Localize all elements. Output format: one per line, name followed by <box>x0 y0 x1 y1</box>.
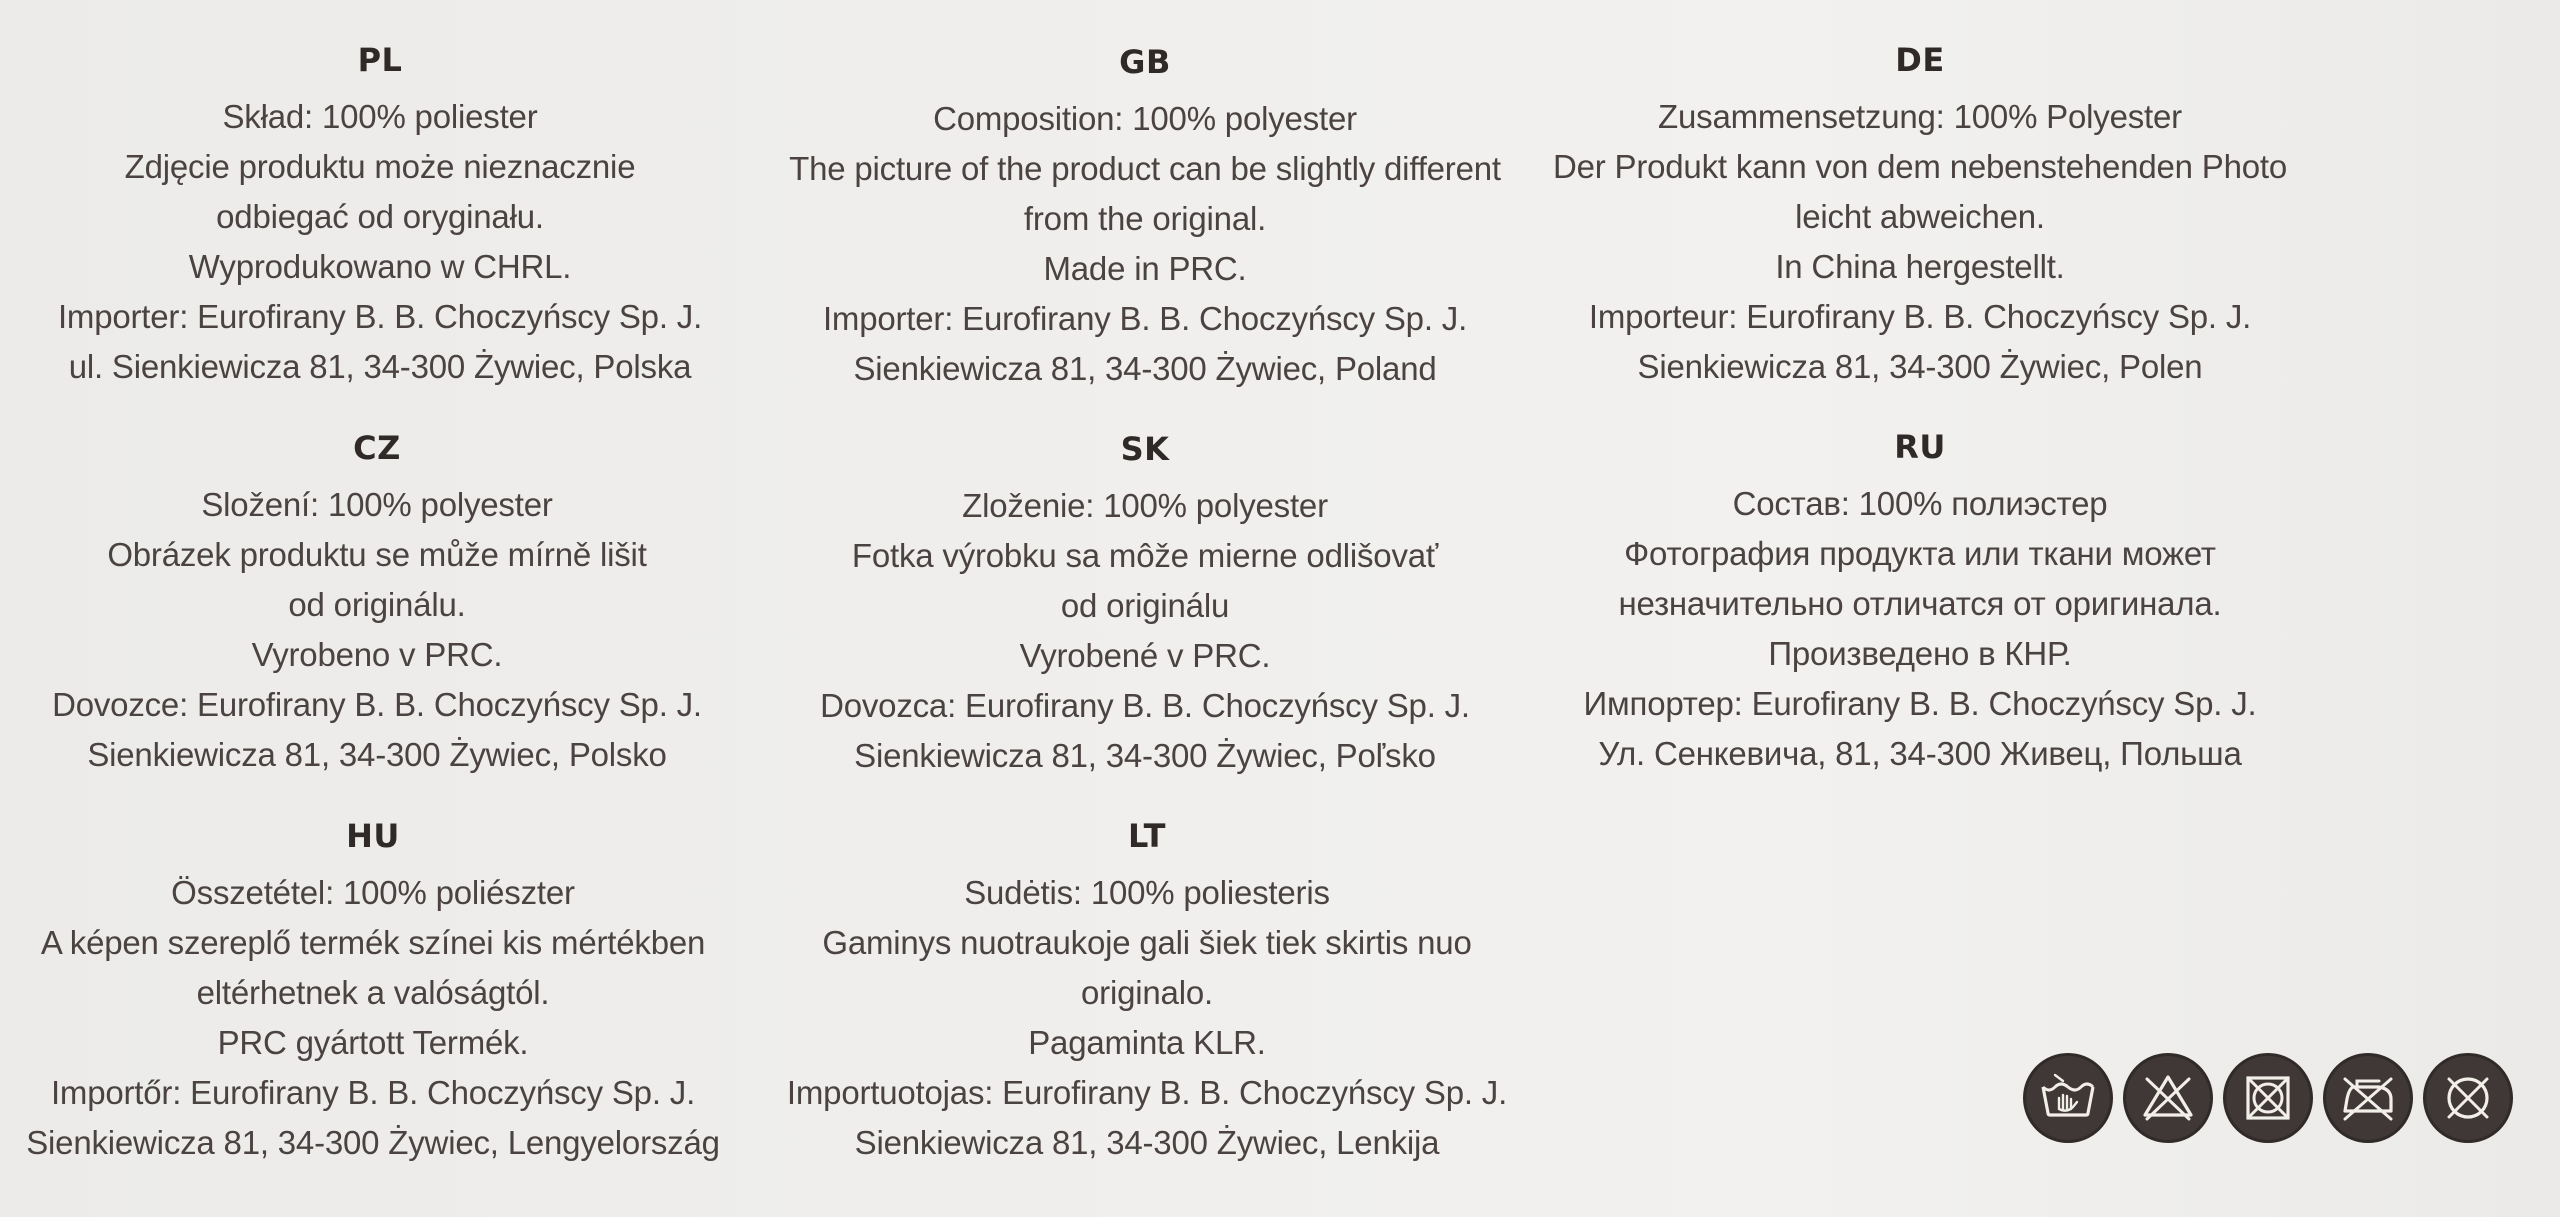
section-line: Importőr: Eurofirany B. B. Choczyńscy Sp. J. <box>50 1074 696 1111</box>
section-line: Obrázek produktu se může mírně lišit <box>107 536 647 573</box>
section-code-gb: GB <box>1119 43 1171 81</box>
section-line: ul. Sienkiewicza 81, 34-300 Żywiec, Polska <box>68 348 692 385</box>
section-cz <box>0 430 757 780</box>
section-line: Dovozca: Eurofirany B. B. Choczyńscy Sp. J. <box>820 687 1470 724</box>
section-line: from the original. <box>1023 200 1267 237</box>
section-code-pl: PL <box>357 41 403 79</box>
section-line: Composition: 100% polyester <box>933 100 1357 137</box>
section-line: The picture of the product can be slightly different <box>789 150 1501 187</box>
section-line: od originálu <box>1060 587 1230 624</box>
do-not-bleach-icon <box>2123 1053 2213 1143</box>
section-line: Gaminys nuotraukoje gali šiek tiek skirtis nuo <box>822 924 1472 961</box>
section-line: Vyrobené v PRC. <box>1019 637 1271 674</box>
care-symbols <box>2023 1053 2513 1145</box>
section-line: eltérhetnek a valóságtól. <box>196 974 550 1011</box>
section-line: originalo. <box>1081 974 1213 1011</box>
section-line: od originálu. <box>288 586 466 623</box>
section-line: Zusammensetzung: 100% Polyester <box>1658 98 2182 135</box>
section-line: Importer: Eurofirany B. B. Choczyńscy Sp. J. <box>822 300 1468 337</box>
section-de <box>1540 42 2300 392</box>
section-line: leicht abweichen. <box>1795 198 2045 235</box>
section-line: Ул. Сенкевича, 81, 34-300 Живец, Польша <box>1598 735 2242 772</box>
section-line: Skład: 100% poliester <box>222 98 538 135</box>
section-code-lt: LT <box>1128 817 1166 855</box>
section-line: Fotka výrobku sa môže mierne odlišovať <box>851 537 1439 574</box>
section-line: Importuotojas: Eurofirany B. B. Choczyńscy Sp. J. <box>786 1074 1508 1111</box>
section-line: Состав: 100% полиэстер <box>1732 485 2108 522</box>
section-line: Der Produkt kann von dem nebenstehenden Photo <box>1552 148 2288 185</box>
hand-wash-icon <box>2023 1053 2113 1143</box>
section-lt <box>767 818 1527 1168</box>
section-line: Vyrobeno v PRC. <box>251 636 503 673</box>
section-line: Sienkiewicza 81, 34-300 Żywiec, Poland <box>853 350 1437 387</box>
section-code-hu: HU <box>346 817 400 855</box>
do-not-iron-icon <box>2323 1053 2413 1143</box>
section-line: Wyprodukowano w CHRL. <box>188 248 572 285</box>
section-pl <box>0 42 760 392</box>
section-line: Importeur: Eurofirany B. B. Choczyńscy Sp. J. <box>1588 298 2252 335</box>
section-line: Zloženie: 100% polyester <box>962 487 1328 524</box>
section-code-cz: CZ <box>353 429 401 467</box>
section-line: Sienkiewicza 81, 34-300 Żywiec, Polen <box>1637 348 2203 385</box>
section-code-ru: RU <box>1894 428 1946 466</box>
section-line: Sienkiewicza 81, 34-300 Żywiec, Poľsko <box>854 737 1436 774</box>
section-line: Sienkiewicza 81, 34-300 Żywiec, Lenkija <box>854 1124 1440 1161</box>
section-hu <box>0 818 753 1168</box>
section-line: Фотография продукта или ткани может <box>1624 535 2216 572</box>
section-line: Dovozce: Eurofirany B. B. Choczyńscy Sp. J. <box>52 686 702 723</box>
section-line: Sienkiewicza 81, 34-300 Żywiec, Lengyelország <box>26 1124 720 1161</box>
section-line: Sienkiewicza 81, 34-300 Żywiec, Polsko <box>87 736 667 773</box>
do-not-dry-clean-icon <box>2423 1053 2513 1143</box>
section-ru <box>1540 429 2300 779</box>
section-line: Zdjęcie produktu może nieznacznie <box>124 148 636 185</box>
section-code-sk: SK <box>1120 430 1170 468</box>
section-line: Sudėtis: 100% poliesteris <box>964 874 1330 911</box>
section-line: PRC gyártott Termék. <box>217 1024 529 1061</box>
section-line: odbiegać od oryginału. <box>216 198 544 235</box>
section-gb <box>765 44 1525 394</box>
section-line: Импортер: Eurofirany B. B. Choczyńscy Sp. J. <box>1583 685 2257 722</box>
section-code-de: DE <box>1895 41 1945 79</box>
section-line: In China hergestellt. <box>1775 248 2065 285</box>
section-line: A képen szereplő termék színei kis mértékben <box>40 924 706 961</box>
section-line: Složení: 100% polyester <box>201 486 553 523</box>
do-not-tumble-dry-icon <box>2223 1053 2313 1143</box>
section-line: Made in PRC. <box>1043 250 1247 287</box>
section-line: Összetétel: 100% poliészter <box>171 874 575 911</box>
section-line: незначительно отличатся от оригинала. <box>1618 585 2222 622</box>
section-line: Pagaminta KLR. <box>1028 1024 1266 1061</box>
section-line: Importer: Eurofirany B. B. Choczyńscy Sp. J. <box>57 298 703 335</box>
section-line: Произведено в КНР. <box>1768 635 2072 672</box>
section-sk <box>765 431 1525 781</box>
